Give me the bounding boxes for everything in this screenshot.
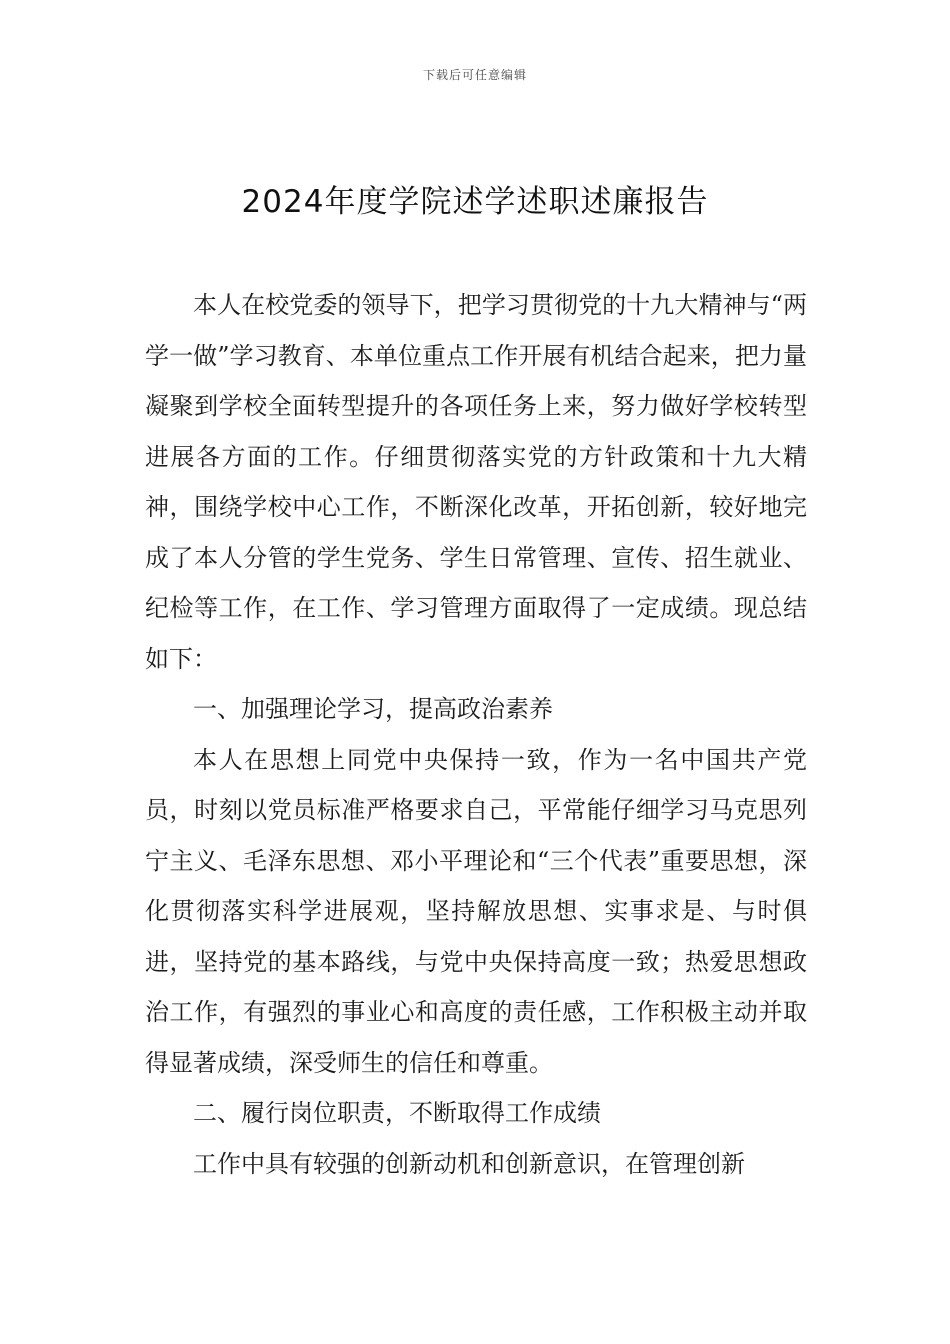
paragraph-intro: 本人在校党委的领导下，把学习贯彻党的十九大精神与“两学一做”学习教育、本单位重点工作开展有机结合起来，把力量凝聚到学校全面转型提升的各项任务上来，努力做好学校转型进展各方面的工作。仔细贯彻落实党的方针政策和十九大精神，围绕学校中心工作，不断深化改革，开拓创新，较好地完成了本人分管的学生党务、学生日常管理、宣传、招生就业、纪检等工作，在工作、学习管理方面取得了一定成绩。现总结如下： — [145, 291, 807, 673]
section-heading-2: 二、履行岗位职责，不断取得工作成绩 — [193, 1099, 601, 1127]
document-title: 2024年度学院述学述职述廉报告 — [241, 184, 709, 220]
document-body — [145, 280, 807, 1189]
header-note: 下载后可任意编辑 — [422, 68, 527, 82]
paragraph-section-2: 工作中具有较强的创新动机和创新意识，在管理创新 — [193, 1149, 745, 1178]
paragraph-section-1: 本人在思想上同党中央保持一致，作为一名中国共产党员，时刻以党员标准严格要求自己，平常能仔细学习马克思列宁主义、毛泽东思想、邓小平理论和“三个代表”重要思想，深化贯彻落实科学进展观，坚持解放思想、实事求是、与时俱进，坚持党的基本路线，与党中央保持高度一致；热爱思想政治工作，有强烈的事业心和高度的责任感，工作积极主动并取得显著成绩，深受师生的信任和尊重。 — [145, 745, 807, 1077]
section-heading-1: 一、加强理论学习，提高政治素养 — [193, 695, 553, 723]
